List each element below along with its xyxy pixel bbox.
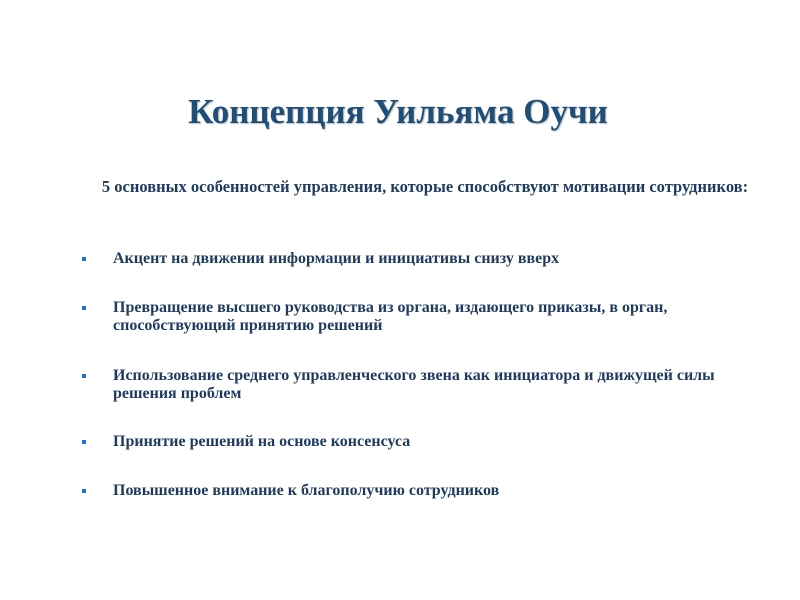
- slide-title: Концепция Уильяма Оучи: [188, 92, 608, 131]
- bullet-list: [82, 250, 772, 500]
- list-item: [82, 482, 772, 500]
- bullet-icon: [82, 374, 86, 378]
- list-item: [82, 299, 772, 335]
- list-item-text: Акцент на движении информации и инициативы снизу вверх: [113, 250, 560, 267]
- list-item-text: Превращение высшего руководства из органа, издающего приказы, в орган, способствующий принятию решений: [113, 299, 668, 334]
- list-item-text: Принятие решений на основе консенсуса: [113, 433, 411, 450]
- list-item-text: Использование среднего управленческого звена как инициатора и движущей силы решения проблем: [113, 367, 715, 402]
- bullet-icon: [82, 306, 86, 310]
- list-item: [82, 367, 772, 403]
- list-item-text: Повышенное внимание к благополучию сотрудников: [113, 482, 500, 499]
- slide-subtitle: 5 основных особенностей управления, которые способствуют мотивации сотрудников:: [101, 177, 749, 196]
- list-item: [82, 250, 772, 268]
- list-item: [82, 433, 772, 451]
- bullet-icon: [82, 440, 86, 444]
- bullet-icon: [82, 489, 86, 493]
- bullet-icon: [82, 257, 86, 261]
